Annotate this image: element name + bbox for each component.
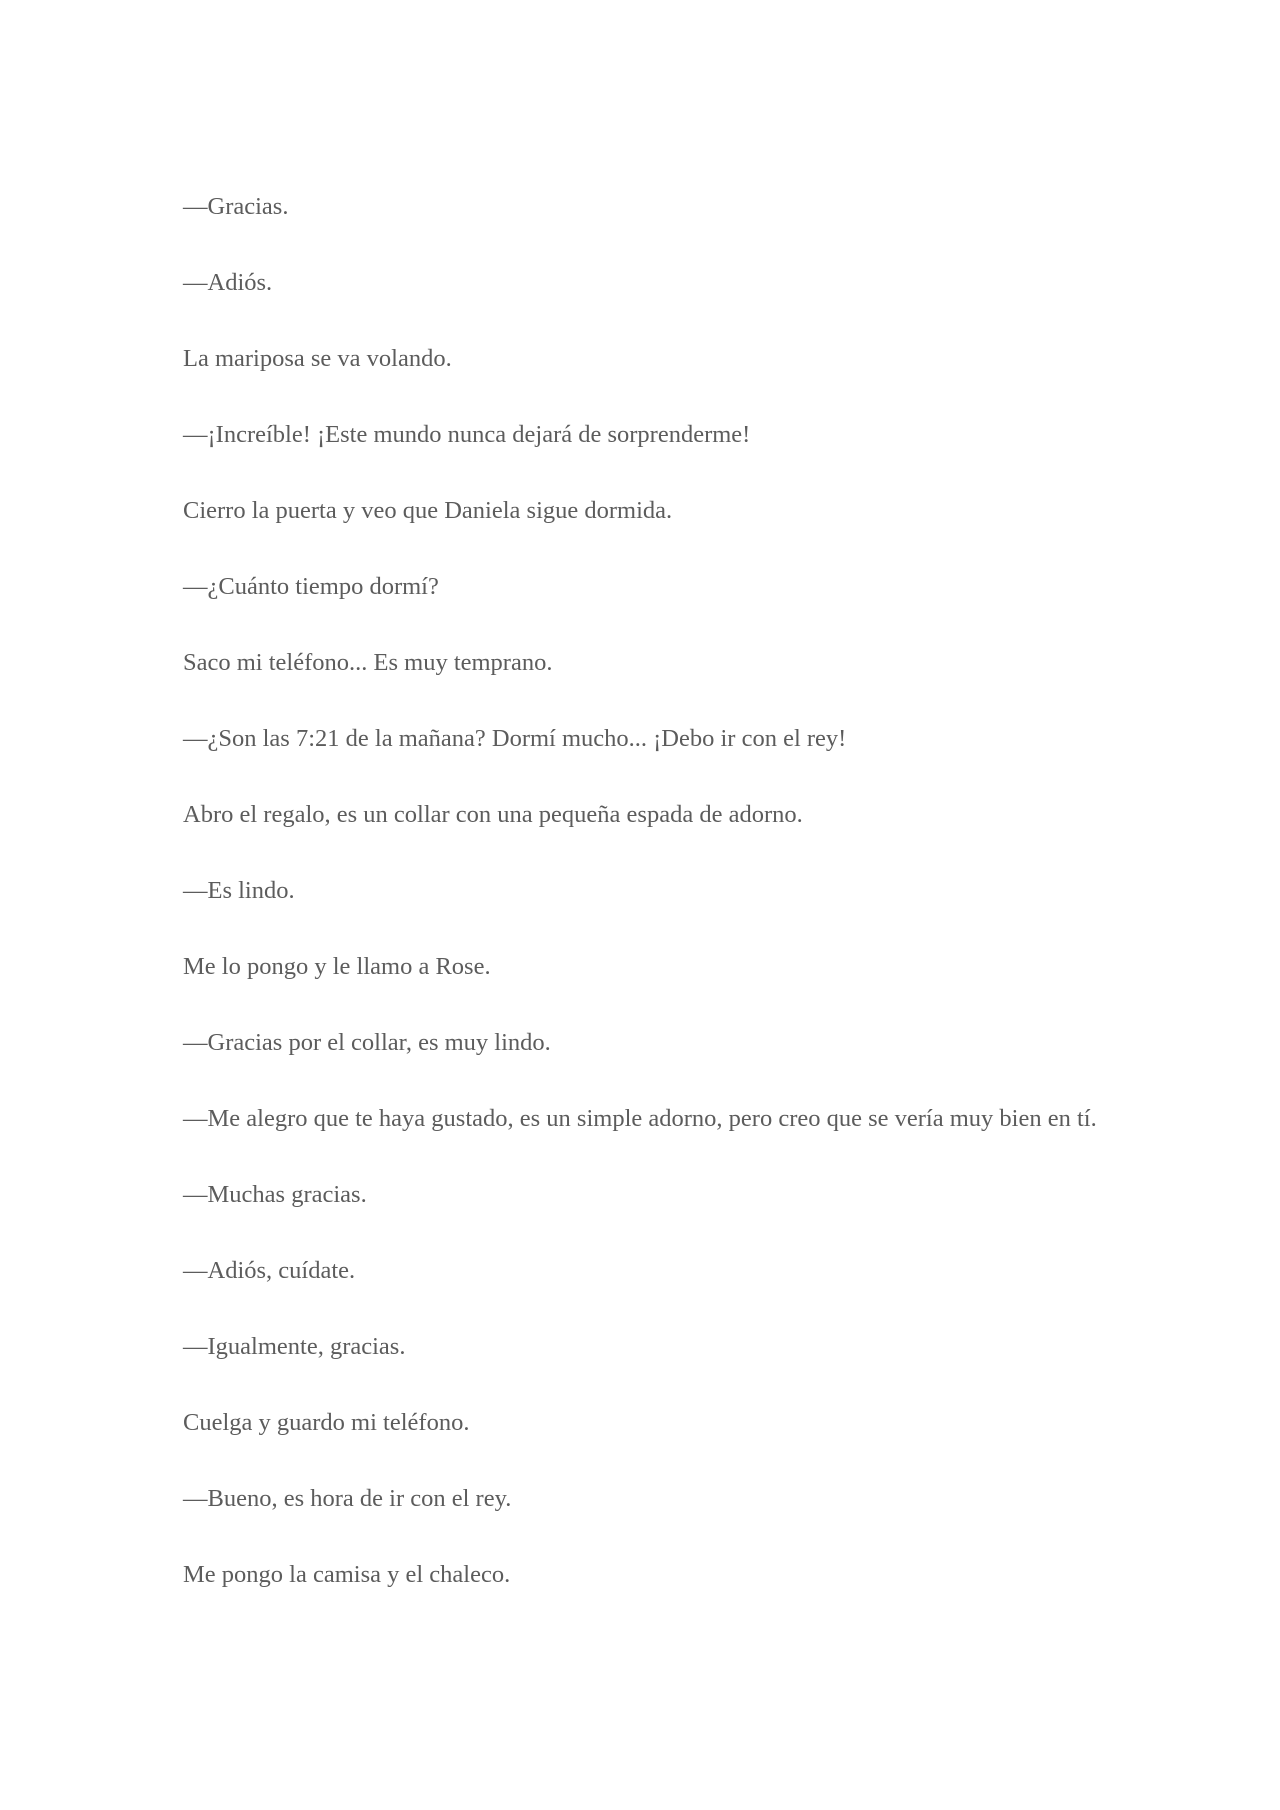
paragraph: —Adiós. [183,269,273,296]
paragraph: —Me alegro que te haya gustado, es un simple adorno, pero creo que se vería muy bien en tí. [183,1105,1097,1132]
paragraph: Saco mi teléfono... Es muy temprano. [183,649,553,676]
paragraph: Abro el regalo, es un collar con una pequeña espada de adorno. [183,801,803,828]
paragraph: —Gracias. [183,193,289,220]
paragraph: —Muchas gracias. [183,1181,367,1208]
paragraph: La mariposa se va volando. [183,345,452,372]
paragraph: —Adiós, cuídate. [183,1257,356,1284]
paragraph: —Bueno, es hora de ir con el rey. [183,1485,512,1512]
paragraph: —Es lindo. [183,877,295,904]
paragraph: —¡Increíble! ¡Este mundo nunca dejará de sorprenderme! [183,421,751,448]
paragraph: Cierro la puerta y veo que Daniela sigue dormida. [183,497,673,524]
paragraph: —Gracias por el collar, es muy lindo. [183,1029,551,1056]
paragraph: —Igualmente, gracias. [183,1333,406,1360]
text-body [183,177,1103,1621]
paragraph: —¿Son las 7:21 de la mañana? Dormí mucho... ¡Debo ir con el rey! [183,725,847,752]
paragraph: Me lo pongo y le llamo a Rose. [183,953,491,980]
paragraph: Me pongo la camisa y el chaleco. [183,1561,511,1588]
paragraph: —¿Cuánto tiempo dormí? [183,573,439,600]
paragraph: Cuelga y guardo mi teléfono. [183,1409,470,1436]
